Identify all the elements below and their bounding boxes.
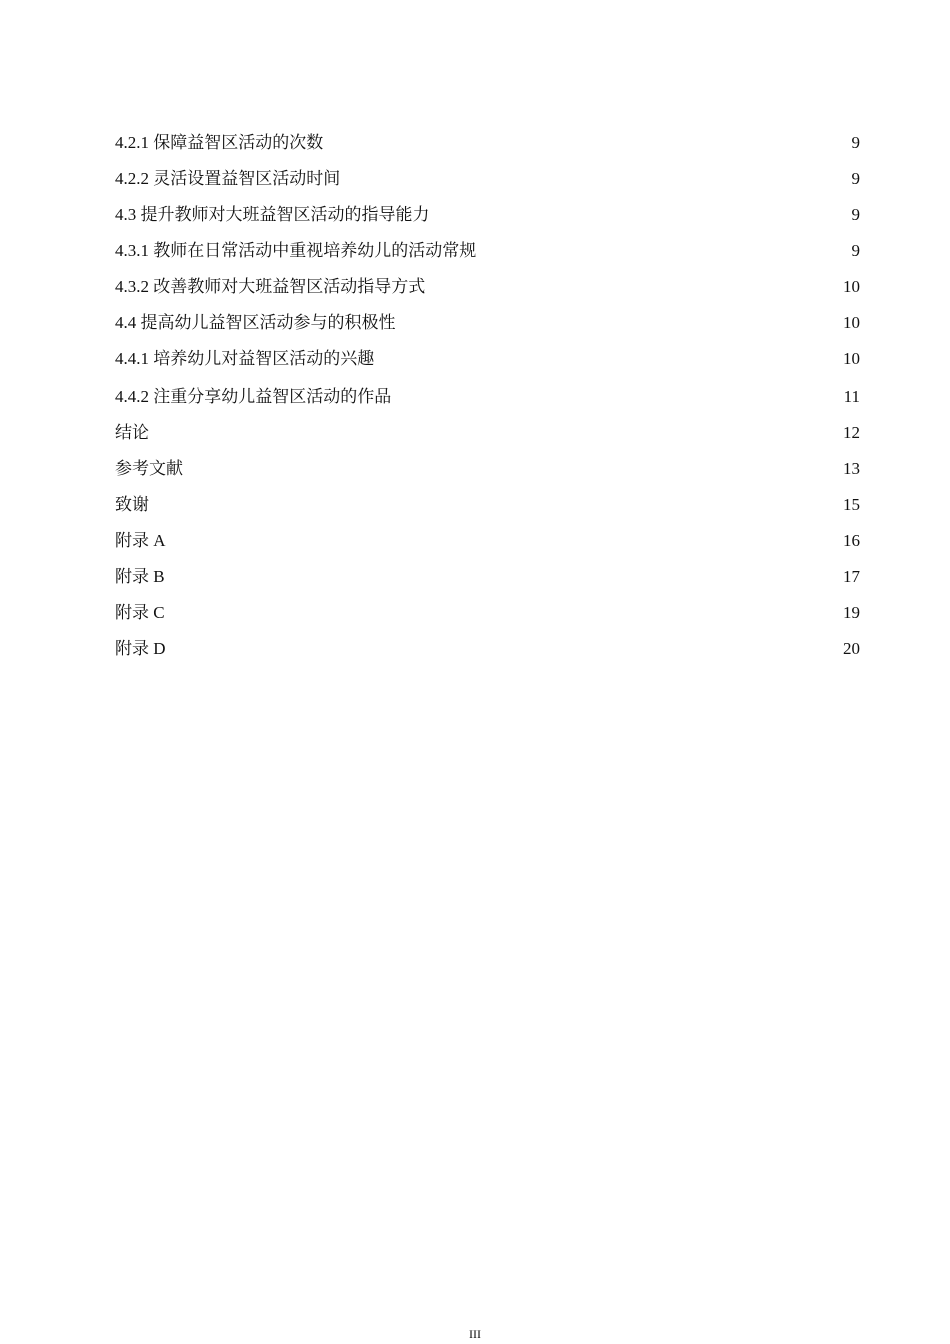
toc-page-number: 13 <box>843 459 860 478</box>
toc-entry-title: 4.3.2 改善教师对大班益智区活动指导方式 <box>115 277 426 296</box>
toc-dot-leader <box>168 534 828 548</box>
toc-entry-4-3-1[interactable] <box>115 226 860 262</box>
toc-entry-title: 参考文献 <box>115 459 183 478</box>
toc-dot-leader <box>376 352 828 366</box>
toc-page-number: 20 <box>843 639 860 658</box>
toc-entry-title: 附录 D <box>115 639 166 658</box>
toc-entry-conclusion[interactable] <box>115 408 860 444</box>
toc-entry-appendix-c[interactable] <box>115 588 860 624</box>
toc-entry-title: 4.2.2 灵活设置益智区活动时间 <box>115 169 341 188</box>
toc-page-number: 10 <box>843 313 860 332</box>
toc-page-number: 10 <box>843 277 860 296</box>
toc-entry-title: 结论 <box>115 423 149 442</box>
toc-dot-leader <box>432 208 829 222</box>
toc-dot-leader <box>151 498 828 512</box>
toc-dot-leader <box>168 642 828 656</box>
toc-entry-4-3[interactable] <box>115 190 860 226</box>
toc-entry-title: 4.4.1 培养幼儿对益智区活动的兴趣 <box>115 349 375 368</box>
toc-entry-4-3-2[interactable] <box>115 262 860 298</box>
toc-entry-4-4-2[interactable] <box>115 370 860 408</box>
toc-dot-leader <box>478 244 828 258</box>
toc-page-number: 9 <box>851 133 860 152</box>
toc-dot-leader <box>325 136 828 150</box>
toc-page-number: 16 <box>843 531 860 550</box>
toc-entry-title: 4.2.1 保障益智区活动的次数 <box>115 133 324 152</box>
toc-entry-title: 附录 B <box>115 567 165 586</box>
toc-entry-title: 附录 A <box>115 531 166 550</box>
toc-page-number: 11 <box>843 387 860 406</box>
toc-page-number: 9 <box>851 169 860 188</box>
toc-dot-leader <box>151 426 828 440</box>
toc-dot-leader <box>427 280 828 294</box>
toc-dot-leader <box>342 172 828 186</box>
toc-page-number: 9 <box>851 205 860 224</box>
toc-page-number: 15 <box>843 495 860 514</box>
toc-entry-appendix-b[interactable] <box>115 552 860 588</box>
toc-entry-appendix-a[interactable] <box>115 516 860 552</box>
toc-entry-appendix-d[interactable] <box>115 624 860 660</box>
page-footer-number: III <box>469 1327 481 1341</box>
toc-entry-title: 4.4 提高幼儿益智区活动参与的积极性 <box>115 313 396 332</box>
toc-dot-leader <box>185 462 828 476</box>
table-of-contents <box>115 118 860 660</box>
toc-entry-title: 4.4.2 注重分享幼儿益智区活动的作品 <box>115 387 392 406</box>
toc-dot-leader <box>398 316 829 330</box>
toc-entry-4-2-1[interactable] <box>115 118 860 154</box>
toc-page-number: 17 <box>843 567 860 586</box>
toc-page-number: 19 <box>843 603 860 622</box>
toc-entry-title: 附录 C <box>115 603 165 622</box>
toc-entry-references[interactable] <box>115 444 860 480</box>
toc-entry-acknowledgements[interactable] <box>115 480 860 516</box>
toc-entry-title: 4.3.1 教师在日常活动中重视培养幼儿的活动常规 <box>115 241 477 260</box>
toc-entry-title: 致谢 <box>115 495 149 514</box>
toc-dot-leader <box>167 606 828 620</box>
toc-dot-leader <box>167 570 828 584</box>
toc-dot-leader <box>393 390 828 404</box>
toc-entry-4-2-2[interactable] <box>115 154 860 190</box>
toc-entry-title: 4.3 提升教师对大班益智区活动的指导能力 <box>115 205 430 224</box>
toc-page-number: 10 <box>843 349 860 368</box>
toc-page-number: 12 <box>843 423 860 442</box>
toc-entry-4-4-1[interactable] <box>115 334 860 370</box>
toc-entry-4-4[interactable] <box>115 298 860 334</box>
toc-page-number: 9 <box>851 241 860 260</box>
